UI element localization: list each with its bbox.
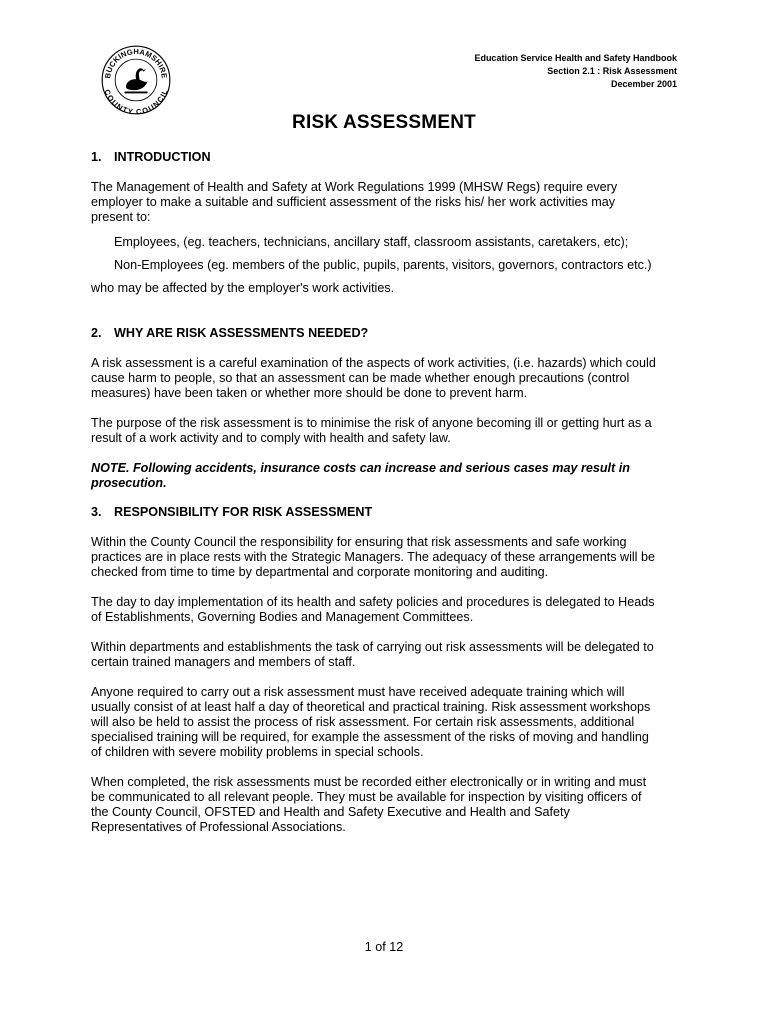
paragraph: who may be affected by the employer's work activities.	[91, 281, 395, 295]
logo-ring-bottom-text: COUNTY COUNCIL	[102, 88, 170, 116]
county-council-logo	[100, 44, 172, 116]
note-paragraph: NOTE. Following accidents, insurance costs can increase and serious cases may result in prosecution.	[91, 461, 630, 490]
paragraph: Within the County Council the responsibility for ensuring that risk assessments and safe working practices are in place rests with the Strategic Managers. The adequacy of these arrangements will be checked from time to time by departmental and corporate monitoring and auditing.	[91, 535, 655, 579]
section-number: 2.	[91, 326, 102, 340]
logo-ring-top-text: BUCKINGHAMSHIRE	[103, 47, 169, 80]
paragraph: The Management of Health and Safety at Work Regulations 1999 (MHSW Regs) require every employer to make a suitable and sufficient assessment of the risks his/ her work activities may present to:	[91, 180, 618, 224]
page-title: RISK ASSESSMENT	[292, 112, 476, 133]
section-number: 3.	[91, 505, 102, 519]
list-item: Non-Employees (eg. members of the public, pupils, parents, visitors, governors, contractors etc.)	[114, 258, 652, 272]
section-heading-text: RESPONSIBILITY FOR RISK ASSESSMENT	[114, 505, 373, 519]
section-heading-text: WHY ARE RISK ASSESSMENTS NEEDED?	[114, 326, 369, 340]
section-reference: Section 2.1 : Risk Assessment	[547, 66, 677, 76]
section-2-heading	[91, 326, 659, 341]
swan-emblem-icon	[124, 68, 147, 93]
section-number: 1.	[91, 150, 102, 164]
handbook-title: Education Service Health and Safety Handbook	[474, 53, 677, 63]
paragraph: When completed, the risk assessments must be recorded either electronically or in writing and must be communicated to all relevant people. They must be available for inspection by visiting officers of the County Council, OFSTED and Health and Safety Executive and Health and Safety Representatives of Professional Associations.	[91, 775, 647, 834]
section-heading-text: INTRODUCTION	[114, 150, 211, 164]
document-date: December 2001	[610, 79, 677, 89]
paragraph: The purpose of the risk assessment is to minimise the risk of anyone becoming ill or getting hurt as a result of a work activity and to comply with health and safety law.	[91, 416, 652, 445]
paragraph: Anyone required to carry out a risk assessment must have received adequate training which will usually consist of at least half a day of theoretical and practical training. Risk assessment workshops will also be held to assist the process of risk assessment. For certain risk assessments, additional specialised training will be required, for example the assessment of the risks of moving and handling of children with severe mobility problems in special schools.	[91, 685, 651, 759]
section-1-heading	[91, 150, 659, 165]
section-3-heading	[91, 505, 659, 520]
document-header	[474, 52, 677, 91]
document-body	[91, 150, 659, 835]
paragraph: The day to day implementation of its health and safety policies and procedures is delegated to Heads of Establishments, Governing Bodies and Management Committees.	[91, 595, 655, 624]
page-number: 1 of 12	[364, 940, 404, 954]
paragraph: Within departments and establishments the task of carrying out risk assessments will be delegated to certain trained managers and members of staff.	[91, 640, 654, 669]
paragraph: A risk assessment is a careful examination of the aspects of work activities, (i.e. hazards) which could cause harm to people, so that an assessment can be made whether enough precautions (control measures) have been taken or whether more should be done to prevent harm.	[91, 356, 656, 400]
list-item: Employees, (eg. teachers, technicians, ancillary staff, classroom assistants, caretakers, etc);	[114, 235, 629, 249]
